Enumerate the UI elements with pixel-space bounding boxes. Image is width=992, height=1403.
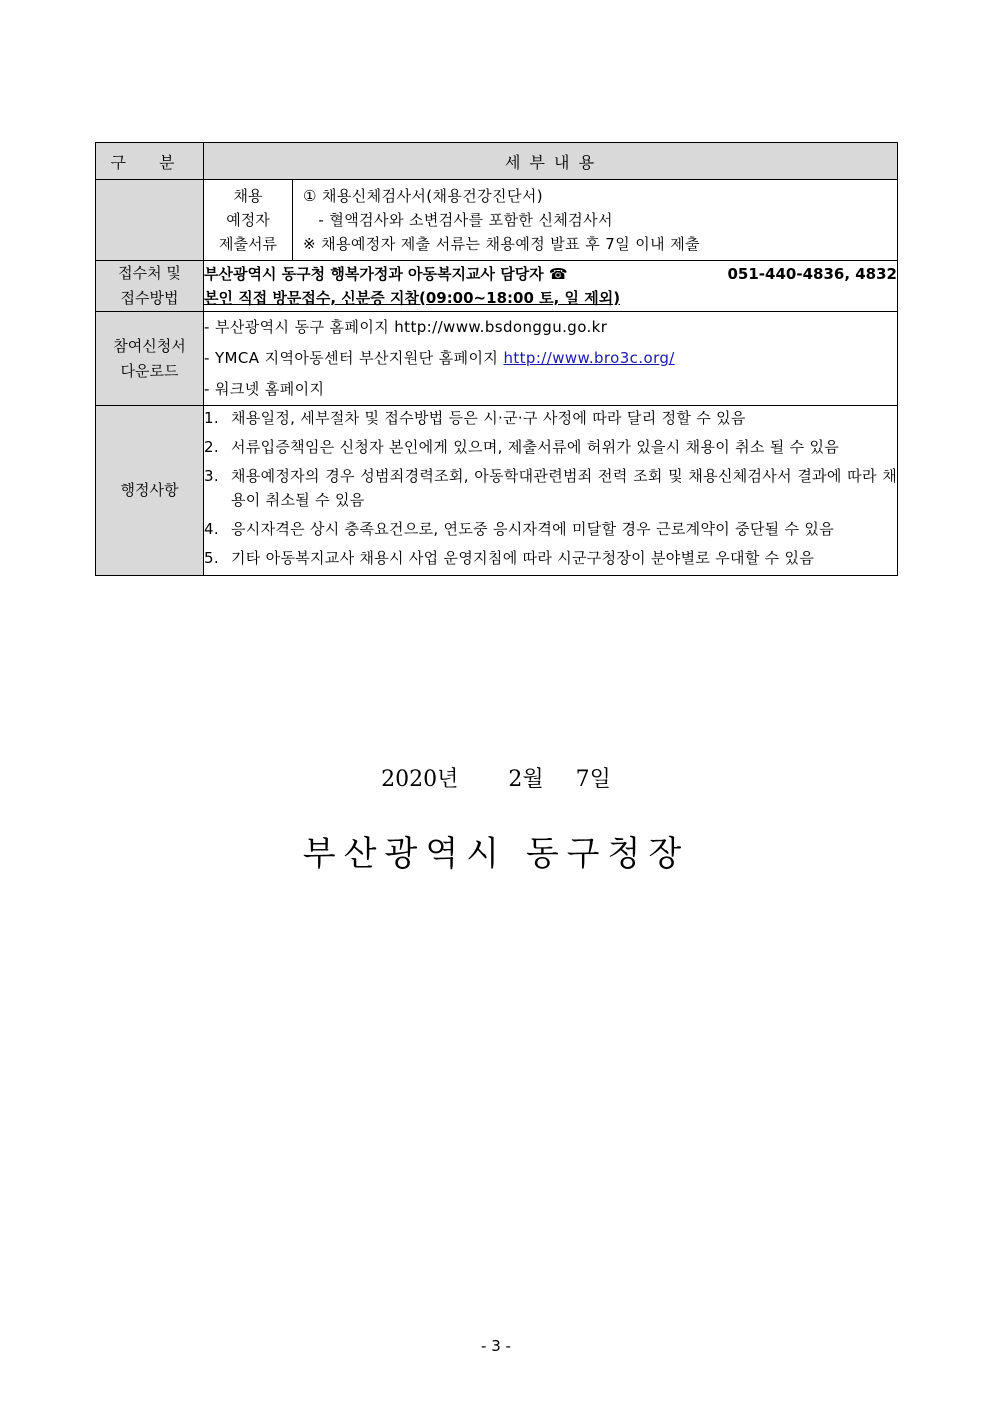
note-item	[204, 435, 897, 459]
note-text: 채용일정, 세부절차 및 접수방법 등은 시·군·구 사정에 따라 달리 정할 수 있음	[231, 409, 746, 427]
docs-row-label-empty	[96, 180, 204, 261]
note-number: 4.	[204, 520, 219, 538]
recruitment-details-table	[95, 142, 898, 576]
docs-cell	[204, 180, 898, 261]
docs-subtable	[204, 180, 897, 260]
note-text: 기타 아동복지교사 채용시 사업 운영지침에 따라 시군구청장이 분야별로 우대할 수 있음	[231, 549, 815, 567]
date-month: 2월	[508, 767, 544, 792]
contact-label-line: 접수처 및	[118, 264, 181, 282]
note-text: 서류입증책임은 신청자 본인에게 있으며, 제출서류에 허위가 있을시 채용이 취소 될 수 있음	[231, 438, 840, 456]
download-label	[96, 312, 204, 406]
download-item-ymca	[204, 343, 897, 374]
page-number: - 3 -	[481, 1337, 511, 1355]
download-item-text: - 워크넷 홈페이지	[204, 380, 325, 398]
contact-phone: 051-440-4836, 4832	[727, 265, 897, 283]
note-number: 2.	[204, 438, 219, 456]
date-year: 2020년	[381, 767, 459, 792]
ymca-link[interactable]: http://www.bro3c.org/	[503, 349, 675, 367]
docs-sublabel	[204, 180, 293, 260]
note-text: 응시자격은 상시 충족요건으로, 연도중 응시자격에 미달할 경우 근로계약이 중단될 수 있음	[231, 520, 834, 538]
note-text: 채용예정자의 경우 성범죄경력조회, 아동학대관련범죄 전력 조회 및 채용신체검사서 결과에 따라 채용이 취소될 수 있음	[231, 467, 897, 509]
contact-label	[96, 261, 204, 312]
docs-content	[293, 180, 898, 260]
note-number: 5.	[204, 549, 219, 567]
download-item-text: - YMCA 지역아동센터 부산지원단 홈페이지	[204, 349, 504, 367]
document-date	[0, 762, 992, 793]
note-item	[204, 464, 897, 512]
docs-line: ※ 채용예정자 제출 서류는 채용예정 발표 후 7일 이내 제출	[303, 235, 701, 253]
download-item-text: - 부산광역시 동구 홈페이지 http://www.bsdonggu.go.kr	[204, 318, 608, 336]
note-item	[204, 406, 897, 430]
header-details: 세 부 내 용	[204, 143, 898, 180]
docs-sublabel-line: 제출서류	[219, 235, 277, 253]
contact-label-line: 접수방법	[120, 289, 179, 307]
note-item	[204, 546, 897, 570]
contact-row	[96, 261, 898, 312]
download-item-bsdonggu	[204, 312, 897, 343]
issuer-title: 부산광역시 동구청장	[302, 834, 690, 874]
docs-row	[96, 180, 898, 261]
header-category: 구 분	[96, 143, 204, 180]
contact-office: 부산광역시 동구청 행복가정과 아동복지교사 담당자 ☎	[204, 265, 568, 283]
docs-line: - 혈액검사와 소변검사를 포함한 신체검사서	[303, 211, 613, 229]
contact-method: 본인 직접 방문접수, 신분증 지참(09:00~18:00 토, 일 제외)	[204, 289, 621, 307]
download-item-worknet	[204, 374, 897, 405]
note-item	[204, 517, 897, 541]
contact-content	[204, 261, 898, 312]
download-label-line: 다운로드	[120, 361, 179, 380]
docs-sublabel-line: 채용	[233, 187, 263, 205]
download-label-line: 참여신청서	[113, 336, 186, 355]
table-header-row	[96, 143, 898, 180]
docs-line: ① 채용신체검사서(채용건강진단서)	[303, 187, 543, 205]
notes-content	[204, 406, 898, 576]
note-number: 3.	[204, 467, 219, 485]
docs-sublabel-line: 예정자	[226, 211, 270, 229]
download-row	[96, 312, 898, 406]
notes-label: 행정사항	[96, 406, 204, 576]
download-content	[204, 312, 898, 406]
notes-row	[96, 406, 898, 576]
note-number: 1.	[204, 409, 219, 427]
contact-line-1	[204, 262, 897, 286]
date-day: 7일	[575, 767, 611, 792]
